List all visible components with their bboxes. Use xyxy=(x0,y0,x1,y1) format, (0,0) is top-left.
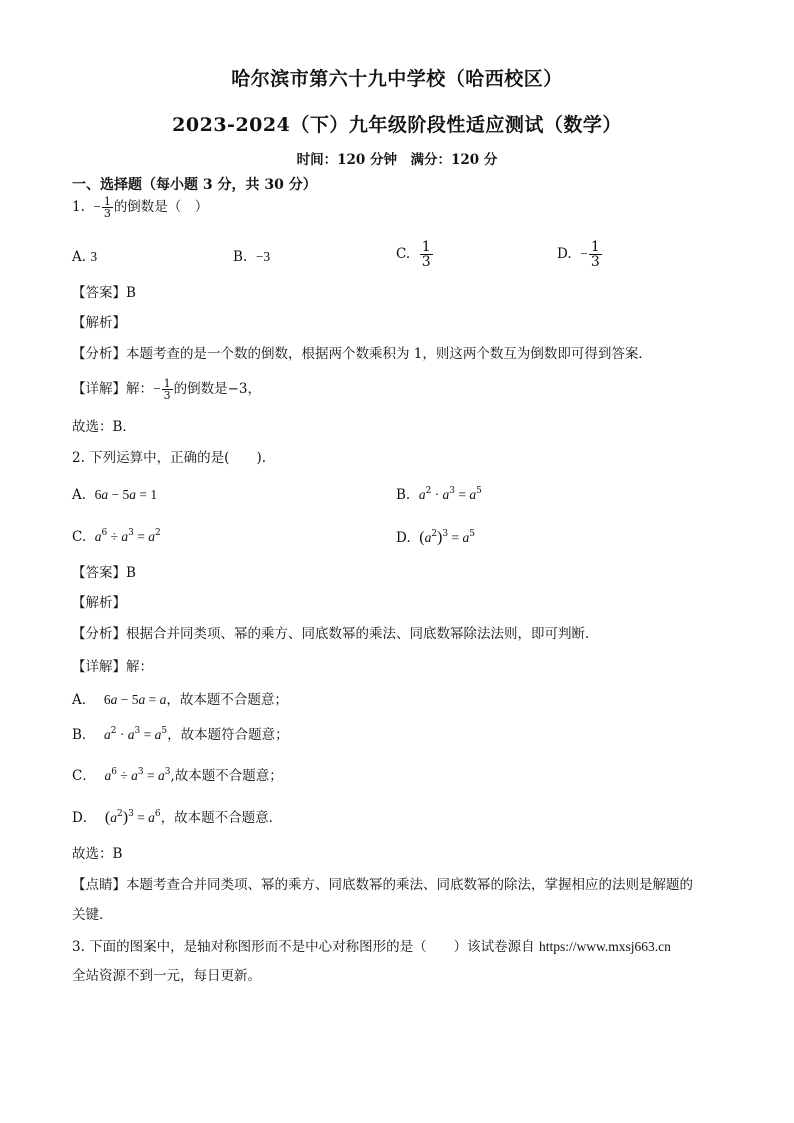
q1-fenxi: 【分析】本题考查的是一个数的倒数，根据两个数乘积为 1，则这两个数互为倒数即可得到答案． xyxy=(72,346,652,362)
q1-option-b: B. −3 xyxy=(233,249,271,265)
q1-minus: − xyxy=(93,199,101,214)
q3-footer: 全站资源不到一元，每日更新。 xyxy=(72,968,261,984)
q1-analysis-tag: 【解析】 xyxy=(72,315,126,331)
q2-detail-c: C． $a^6 \div a^3 = a^3$,故本题不合题意； xyxy=(72,767,283,784)
q1-detail: 【详解】解：− $\frac{1}{3}$ 的倒数是−3， xyxy=(72,377,262,402)
q1-stem xyxy=(72,196,208,219)
q1-stem-text: 的倒数是（ ） xyxy=(113,199,209,215)
q1-option-c: C. $\frac{1}{3}$ xyxy=(396,239,431,270)
q1-fraction: $\frac{1}{3}$ xyxy=(103,195,111,220)
q2-option-c: C. $a^6 \div a^3 = a^2$ xyxy=(72,528,161,545)
q3-stem: 3. 下面的图案中，是轴对称图形而不是中心对称图形的是（ ）该试卷源自 https://www.mxsj663.cn xyxy=(72,939,671,955)
q2-option-b: B. $a^2 \cdot a^3 = a^5$ xyxy=(396,486,482,503)
q2-dianjing-line1: 【点睛】本题考查合并同类项、幂的乘方、同底数幂的乘法、同底数幂的除法，掌握相应的法则是解题的 xyxy=(72,877,693,893)
q1-answer: 【答案】B xyxy=(72,285,136,301)
exam-title: 2023-2024（下）九年级阶段性适应测试（数学） xyxy=(172,114,622,136)
q2-detail-b: B． $a^2 \cdot a^3 = a^5$，故本题符合题意； xyxy=(72,726,289,743)
q2-fenxi: 【分析】根据合并同类项、幂的乘方、同底数幂的乘法、同底数幂除法法则，即可判断． xyxy=(72,626,599,642)
q2-stem: 2. 下列运算中，正确的是( ). xyxy=(72,450,266,466)
q1-option-d: D. − $\frac{1}{3}$ xyxy=(557,239,600,270)
q2-detail-a: A． 6a − 5a = a，故本题不合题意； xyxy=(72,692,288,708)
q1-option-a: A. 3 xyxy=(72,249,98,265)
q2-analysis-tag: 【解析】 xyxy=(72,595,126,611)
q3-source-link[interactable]: https://www.mxsj663.cn xyxy=(538,939,671,954)
q2-option-d: D. $(a^2)^3 = a^5$ xyxy=(396,529,475,546)
q1-conclusion: 故选：B． xyxy=(72,419,136,435)
q2-conclusion: 故选：B xyxy=(72,846,123,862)
q2-dianjing-line2: 关键． xyxy=(72,907,113,923)
q1-number: 1. xyxy=(72,199,85,215)
q2-option-a: A. 6a − 5a = 1 xyxy=(72,487,158,503)
section-heading: 一、选择题（每小题 3 分，共 30 分） xyxy=(72,177,317,193)
q2-detail-d: D． $(a^2)^3 = a^6$，故本题不合题意． xyxy=(72,809,283,826)
school-title: 哈尔滨市第六十九中学校（哈西校区） xyxy=(231,68,563,90)
q2-answer: 【答案】B xyxy=(72,565,136,581)
time-info: 时间：120 分钟 满分：120 分 xyxy=(296,152,498,168)
q2-detail-head: 【详解】解： xyxy=(72,659,153,675)
